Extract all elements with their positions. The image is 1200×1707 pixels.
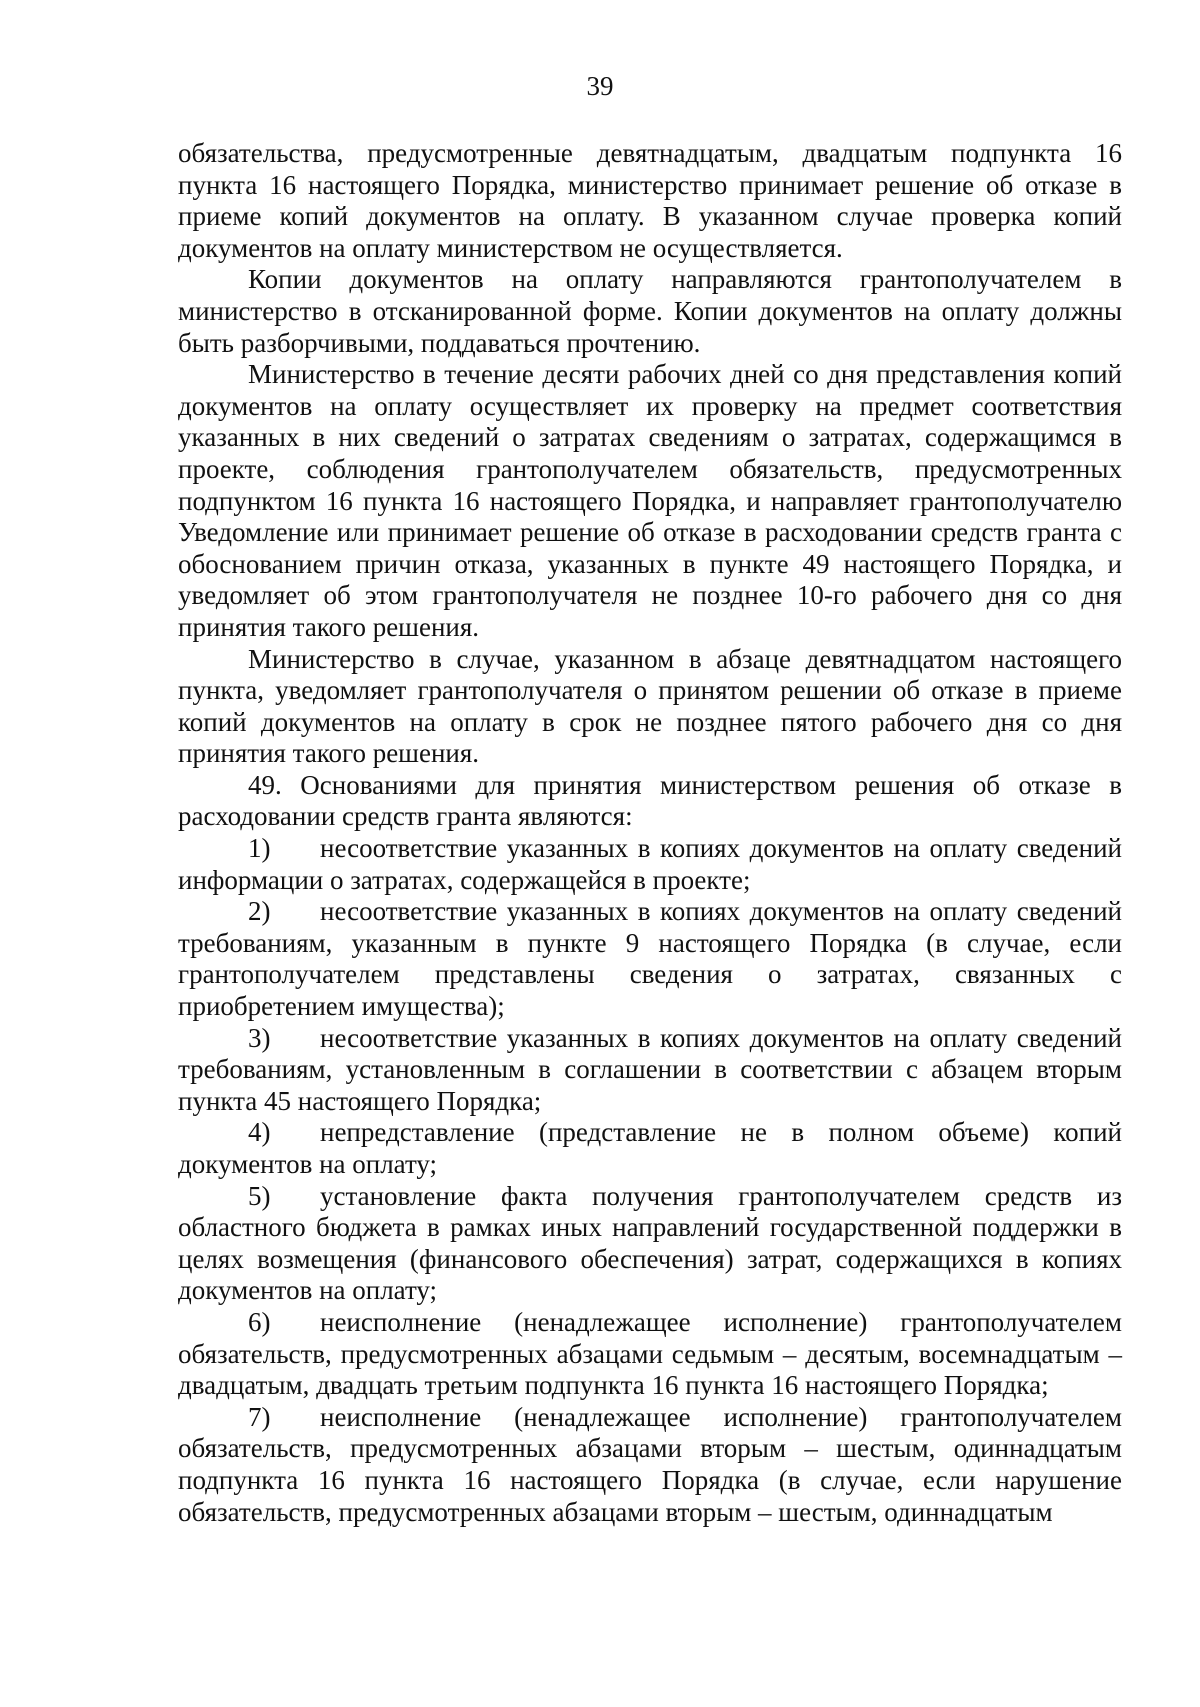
list-item — [178, 1181, 1122, 1307]
paragraph: Министерство в течение десяти рабочих дней со дня представления копий документов на оплату осуществляет их проверку на предмет соответствия указанных в них сведений о затратах сведениям о затратах, содержащимся в проекте, соблюдения грантополучателем обязательств, предусмотренных подпунктом 16 пункта 16 настоящего Порядка, и направляет грантополучателю Уведомление или принимает решение об отказе в расходовании средств гранта с обоснованием причин отказа, указанных в пункте 49 настоящего Порядка, и уведомляет об этом грантополучателя не позднее 10-го рабочего дня со дня принятия такого решения. — [178, 359, 1122, 642]
page-number: 39 — [586, 71, 614, 101]
list-item-text: непредставление (представление не в полном объеме) копий документов на оплату; — [178, 1117, 1122, 1179]
list-item-number: 6) — [248, 1306, 271, 1337]
list-item-text: несоответствие указанных в копиях документов на оплату сведений требованиям, установленным в соглашении в соответствии с абзацем вторым пункта 45 настоящего Порядка; — [178, 1022, 1122, 1116]
list-item — [178, 1307, 1122, 1402]
list-item-number: 4) — [248, 1117, 271, 1148]
list-item — [178, 1402, 1122, 1528]
list-item-number: 7) — [248, 1401, 271, 1432]
list-item-text: несоответствие указанных в копиях документов на оплату сведений информации о затратах, содержащейся в проекте; — [178, 833, 1122, 895]
list-item — [178, 1117, 1122, 1180]
paragraph: Копии документов на оплату направляются грантополучателем в министерство в отсканированной форме. Копии документов на оплату должны быть разборчивыми, поддаваться прочтению. — [178, 264, 1122, 358]
list-item-text: установление факта получения грантополучателем средств из областного бюджета в рамках иных направлений государственной поддержки в целях возмещения (финансового обеспечения) затрат, содержащихся в копиях документов на оплату; — [178, 1180, 1122, 1306]
list-item-number: 1) — [248, 833, 271, 864]
list-item-number: 3) — [248, 1022, 271, 1053]
paragraph-continuation: обязательства, предусмотренные девятнадцатым, двадцатым подпункта 16 пункта 16 настоящего Порядка, министерство принимает решение об отказе в приеме копий документов на оплату. В указанном случае проверка копий документов на оплату министерством не осуществляется. — [178, 138, 1122, 263]
paragraph: Министерство в случае, указанном в абзаце девятнадцатом настоящего пункта, уведомляет грантополучателя о принятом решении об отказе в приеме копий документов на оплату в срок не позднее пятого рабочего дня со дня принятия такого решения. — [178, 643, 1122, 769]
list-item — [178, 1023, 1122, 1118]
list-item-text: неисполнение (ненадлежащее исполнение) грантополучателем обязательств, предусмотренных абзацами седьмым – десятым, восемнадцатым – двадцатым, двадцать третьим подпункта 16 пункта 16 настоящего Порядка; — [178, 1306, 1122, 1401]
document-body — [178, 138, 1122, 1528]
list-item — [178, 833, 1122, 896]
list-item-text: несоответствие указанных в копиях документов на оплату сведений требованиям, указанным в пункте 9 настоящего Порядка (в случае, если грантополучателем представлены сведения о затратах, связанных с приобретением имущества); — [178, 896, 1122, 1022]
list-item-number: 2) — [248, 896, 271, 927]
list-item — [178, 896, 1122, 1022]
clause-49-heading: 49. Основаниями для принятия министерством решения об отказе в расходовании средств гранта являются: — [178, 769, 1122, 832]
list-item-number: 5) — [248, 1180, 271, 1211]
list-item-text: неисполнение (ненадлежащее исполнение) грантополучателем обязательств, предусмотренных абзацами вторым – шестым, одиннадцатым подпункта 16 пункта 16 настоящего Порядка (в случае, если нарушение обязательств, предусмотренных абзацами вторым – шестым, одиннадцатым — [178, 1401, 1122, 1527]
